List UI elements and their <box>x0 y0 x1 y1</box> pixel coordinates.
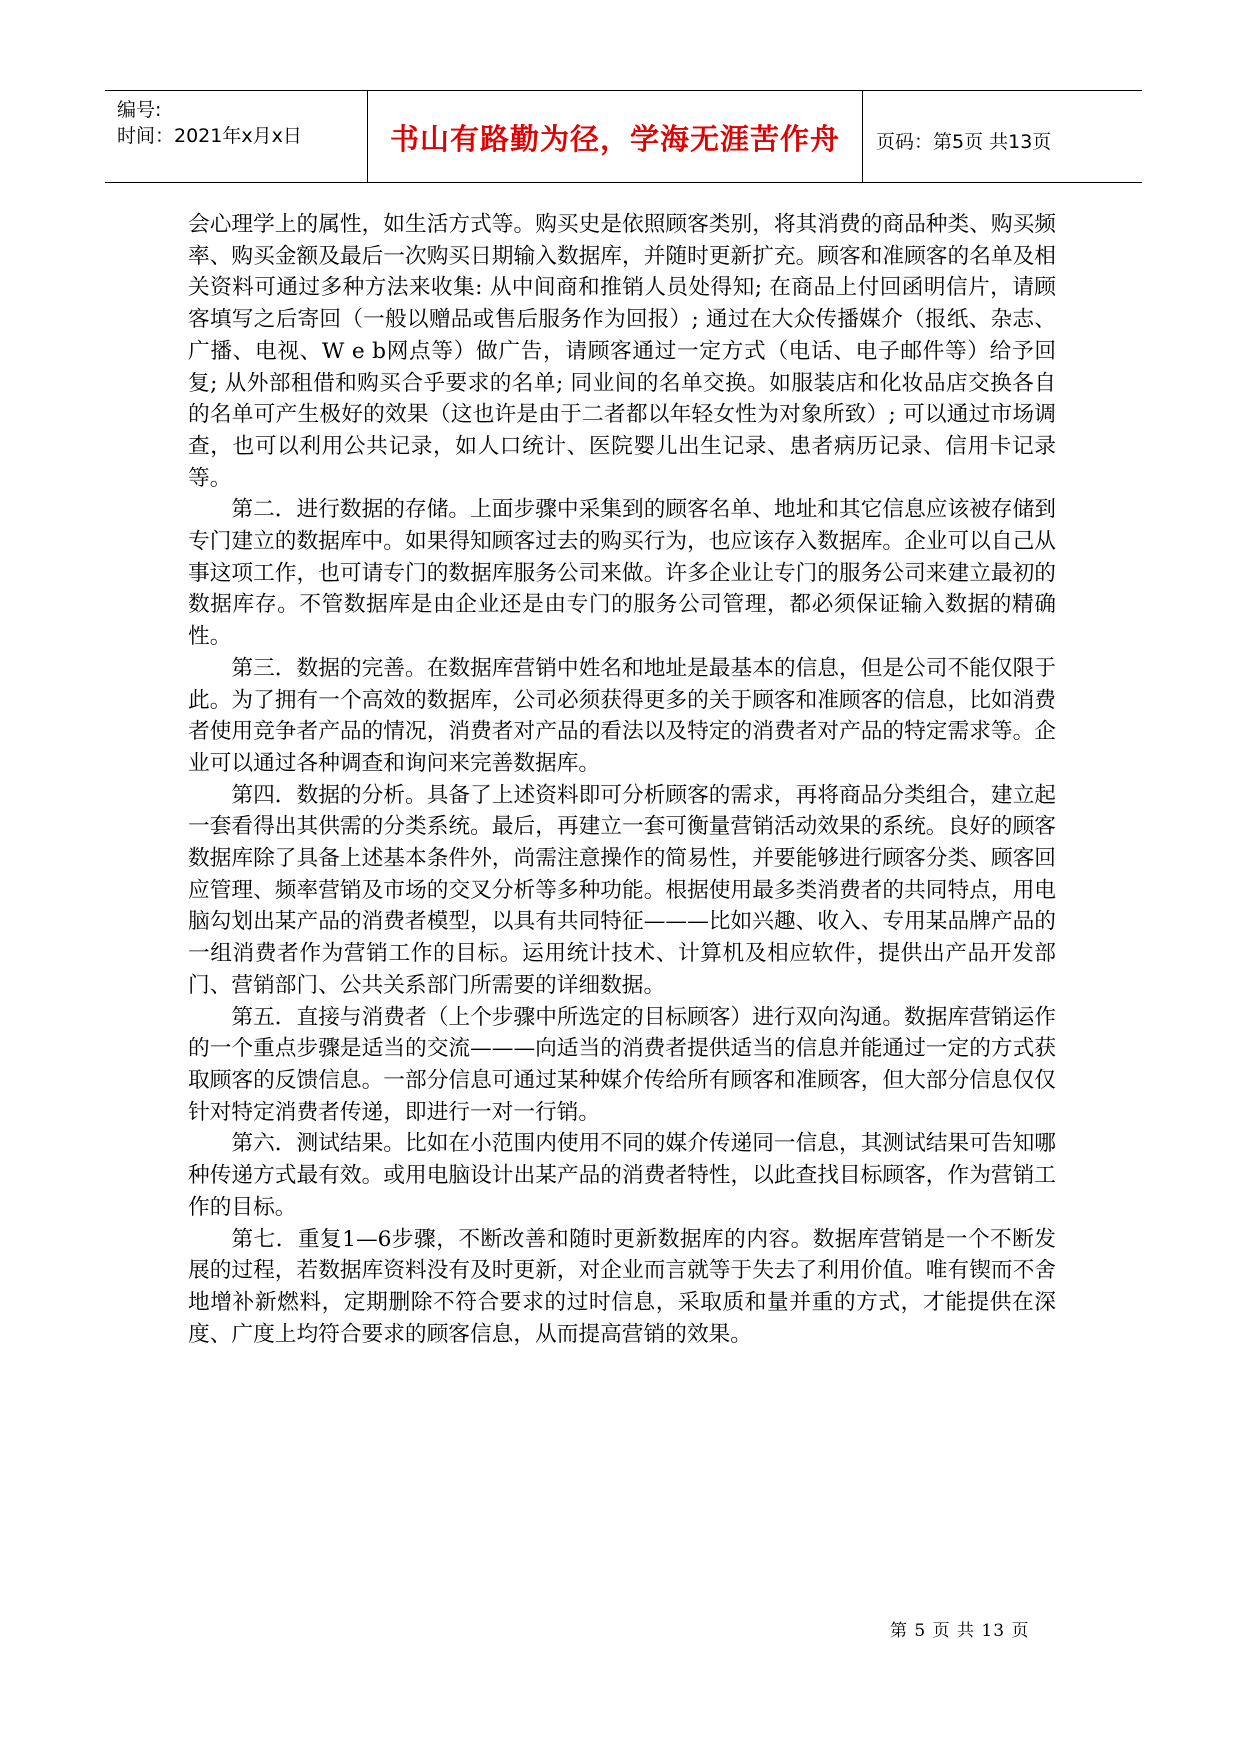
page-header <box>105 90 1142 183</box>
header-motto: 书山有路勤为径，学海无涯苦作舟 <box>389 122 840 156</box>
page-footer: 第 5 页 共 13 页 <box>890 1621 1030 1641</box>
document-body <box>188 209 1056 1350</box>
header-middle-cell <box>368 91 863 182</box>
paragraph-step-3: 第三．数据的完善。在数据库营销中姓名和地址是最基本的信息，但是公司不能仅限于此。为了拥有一个高效的数据库，公司必须获得更多的关于顾客和准顾客的信息，比如消费者使用竞争者产品的情况，消费者对产品的看法以及特定的消费者对产品的特定需求等。企业可以通过各种调查和询问来完善数据库。 <box>188 655 1056 776</box>
paragraph-step-2: 第二．进行数据的存储。上面步骤中采集到的顾客名单、地址和其它信息应该被存储到专门建立的数据库中。如果得知顾客过去的购买行为，也应该存入数据库。企业可以自己从事这项工作，也可请专门的数据库服务公司来做。许多企业让专门的服务公司来建立最初的数据库存。不管数据库是由企业还是由专门的服务公司管理，都必须保证输入数据的精确性。 <box>188 497 1056 650</box>
paragraph-step-5: 第五．直接与消费者（上个步骤中所选定的目标顾客）进行双向沟通。数据库营销运作的一个重点步骤是适当的交流———向适当的消费者提供适当的信息并能通过一定的方式获取顾客的反馈信息。一部分信息可通过某种媒介传给所有顾客和准顾客，但大部分信息仅仅针对特定消费者传递，即进行一对一行销。 <box>188 1004 1056 1125</box>
document-time: 时间：2021年x月x日 <box>117 125 302 147</box>
header-right-cell <box>863 91 1142 182</box>
paragraph-step-6: 第六．测试结果。比如在小范围内使用不同的媒介传递同一信息，其测试结果可告知哪种传递方式最有效。或用电脑设计出某产品的消费者特性，以此查找目标顾客，作为营销工作的目标。 <box>188 1131 1056 1220</box>
header-page-info: 页码：第5页 共13页 <box>876 131 1052 153</box>
paragraph-continuation: 会心理学上的属性，如生活方式等。购买史是依照顾客类别，将其消费的商品种类、购买频率、购买金额及最后一次购买日期输入数据库，并随时更新扩充。顾客和准顾客的名单及相关资料可通过多种方法来收集: 从中间商和推销人员处得知; 在商品上付回函明信片，请顾客填写之后寄回（一般以赠品或售后服务作为回报）; 通过在大众传播媒介（报纸、杂志、广播、电视、W e b网点等）做广告，请顾客通过一定方式（电话、电子邮件等）给予回复; 从外部租借和购买合乎要求的名单; 同业间的名单交换。如服装店和化妆品店交换各自的名单可产生极好的效果（这也许是由于二者都以年轻女性为对象所致）; 可以通过市场调查，也可以利用公共记录，如人口统计、医院婴儿出生记录、患者病历记录、信用卡记录等。 <box>188 212 1056 491</box>
header-left-cell <box>105 91 368 182</box>
paragraph-step-4: 第四．数据的分析。具备了上述资料即可分析顾客的需求，再将商品分类组合，建立起一套看得出其供需的分类系统。最后，再建立一套可衡量营销活动效果的系统。良好的顾客数据库除了具备上述基本条件外，尚需注意操作的简易性，并要能够进行顾客分类、顾客回应管理、频率营销及市场的交叉分析等多种功能。根据使用最多类消费者的共同特点，用电脑勾划出某产品的消费者模型，以具有共同特征———比如兴趣、收入、专用某品牌产品的一组消费者作为营销工作的目标。运用统计技术、计算机及相应软件，提供出产品开发部门、营销部门、公共关系部门所需要的详细数据。 <box>188 782 1056 998</box>
document-number-label: 编号: <box>117 99 162 121</box>
paragraph-step-7: 第七．重复1—6步骤，不断改善和随时更新数据库的内容。数据库营销是一个不断发展的过程，若数据库资料没有及时更新，对企业而言就等于失去了利用价值。唯有锲而不舍地增补新燃料，定期删除不符合要求的过时信息，采取质和量并重的方式，才能提供在深度、广度上均符合要求的顾客信息，从而提高营销的效果。 <box>188 1226 1056 1347</box>
